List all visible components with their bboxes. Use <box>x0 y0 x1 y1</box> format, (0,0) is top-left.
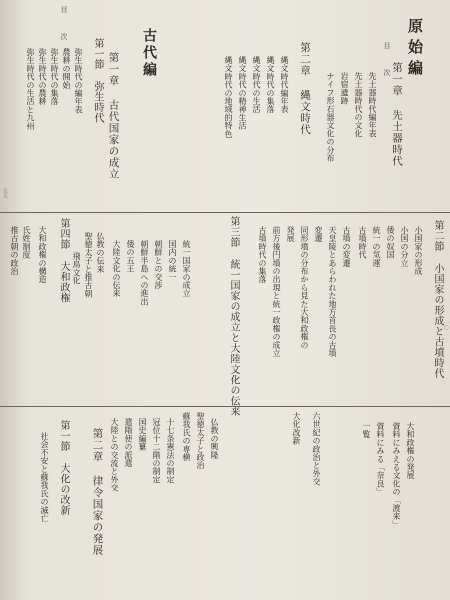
kodai-chapter-1-heading: 第一章 古代国家の成立 <box>107 52 120 180</box>
kodai-ch1-item-3: 弥生時代の集落 <box>50 48 59 106</box>
taika-sec-heading: 第一節 大化の改新 <box>58 420 69 516</box>
ch2-item-5: 縄文時代の地域的特色 <box>224 56 233 138</box>
bottom-item-4: 一覧 <box>362 422 371 439</box>
sec-4-heading: 第四節 大和政権 <box>58 218 69 303</box>
page-number-col-right: 一〇 <box>443 320 449 330</box>
sec-3-heading: 第三節 統一国家の成立と大陸文化の伝来 <box>228 216 239 417</box>
sec2-sub-2: 天皇陵とあらわれた地方首長の古墳 <box>328 226 337 358</box>
chapter-1-heading: 第一章 先土器時代 <box>391 62 403 167</box>
kodai-ch1-item-2: 農耕の開始 <box>62 48 71 89</box>
sec2-item-5: 古墳時代 <box>358 226 367 259</box>
sec4-item-5: 氏姓制度 <box>22 226 31 259</box>
sec3-item-3: 朝鮮との交渉 <box>154 240 163 290</box>
bottom-item-3: 資料にみる「奈良」 <box>376 422 385 496</box>
chapter-2-heading: 第二章 縄文時代 <box>299 42 311 136</box>
toc-header-left: 目 次 <box>60 6 68 46</box>
sec3-item-1: 統一国家の成立 <box>182 240 191 298</box>
taika-item-9: 仏教の興隆 <box>210 418 219 459</box>
sec4-item-2: 仏教の伝来 <box>96 232 105 273</box>
sec2-item-4: 統一の気運 <box>372 226 381 267</box>
ritsuryo-chapter-heading: 第二章 律令国家の発展 <box>91 428 104 556</box>
toc-header-right: 目 次 <box>383 42 391 82</box>
page-number-col-left: 五五 <box>2 188 8 198</box>
taika-item-8: 大陸との交流と外交 <box>110 418 119 492</box>
sec2-item-1: 小国家の形成 <box>414 226 423 276</box>
sec3-item-5: 倭の五王 <box>126 240 135 273</box>
sec2-sub-5: 発展 <box>286 226 295 243</box>
taika-item-4: 冠位十二階の制定 <box>152 418 161 484</box>
bottom-item-1: 大和政権の発展 <box>406 422 415 480</box>
taika-item-7: 遣隋使の派遣 <box>124 418 133 468</box>
ch2-item-3: 縄文時代の生活 <box>252 56 261 114</box>
kodai-sec-1-heading: 第一節 弥生時代 <box>92 38 103 123</box>
taika-item-6: 国史編纂 <box>138 418 147 451</box>
row-divider-1 <box>0 212 450 213</box>
sec4-item-3: 聖徳太子と推古朝 <box>84 232 93 298</box>
ch2-item-4: 縄文時代の精神生活 <box>238 56 247 130</box>
sec3-item-2: 国内の統一 <box>168 240 177 281</box>
sec2-item-2: 小国の分立 <box>400 226 409 267</box>
taika-item-2: 蘇我氏の専横 <box>182 412 191 462</box>
sec4-item-1: 大和政権の構造 <box>38 226 47 284</box>
sec-2-heading: 第二節 小国家の形成と古墳時代 <box>432 220 443 379</box>
sec3-item-4: 朝鮮半島への進出 <box>140 240 149 306</box>
sec2-sub-3: 変遷 <box>314 226 323 243</box>
sec2-item-3: 倭の奴国 <box>386 226 395 259</box>
sec2-sub-4: 同形墳の分布から見た大和政権の <box>300 226 309 349</box>
ch2-item-2: 縄文時代の集落 <box>266 56 275 114</box>
taika-item-5: 十七条憲法の制定 <box>166 418 175 484</box>
kodai-ch1-item-5: 弥生時代の生活と九州 <box>26 48 35 130</box>
sec4-item-4: 飛鳥文化 <box>72 252 81 285</box>
ch1-item-3: 岩宿遺跡 <box>340 72 349 105</box>
taika-item-3: 聖徳太子と政治 <box>196 412 205 470</box>
bottom-item-2: 資料にみえる文化の「渡来」 <box>392 422 401 529</box>
sec2-sub-1: 古墳の変遷 <box>342 226 351 267</box>
ch1-item-1: 先土器時代編年表 <box>368 72 377 138</box>
bottom-item-6: 大化改新 <box>292 412 301 445</box>
part-title-genshi: 原始編 <box>406 18 424 81</box>
ch2-item-1: 縄文時代編年表 <box>280 56 289 114</box>
kodai-ch1-item-4: 弥生時代の農耕 <box>38 48 47 106</box>
row-divider-2 <box>0 406 450 407</box>
taika-item-1: 社会不安と蘇我氏の滅亡 <box>40 432 49 523</box>
sec4-item-6: 推古朝の政治 <box>10 226 19 276</box>
ch1-item-2: 先土器時代の文化 <box>354 72 363 138</box>
sec2-sub-7: 古墳時代の集落 <box>258 226 267 284</box>
ch1-item-4: ナイフ形石器文化の分布 <box>326 72 335 163</box>
sec3-item-6: 大陸文化の伝来 <box>112 240 121 298</box>
part-title-kodai: 古代編 <box>141 28 157 79</box>
bottom-item-5: 六世紀の政治と外交 <box>312 412 321 486</box>
kodai-ch1-item-1: 弥生時代の編年表 <box>74 48 83 114</box>
sec2-sub-6: 前方後円墳の出現と統一政権の成立 <box>272 226 281 358</box>
